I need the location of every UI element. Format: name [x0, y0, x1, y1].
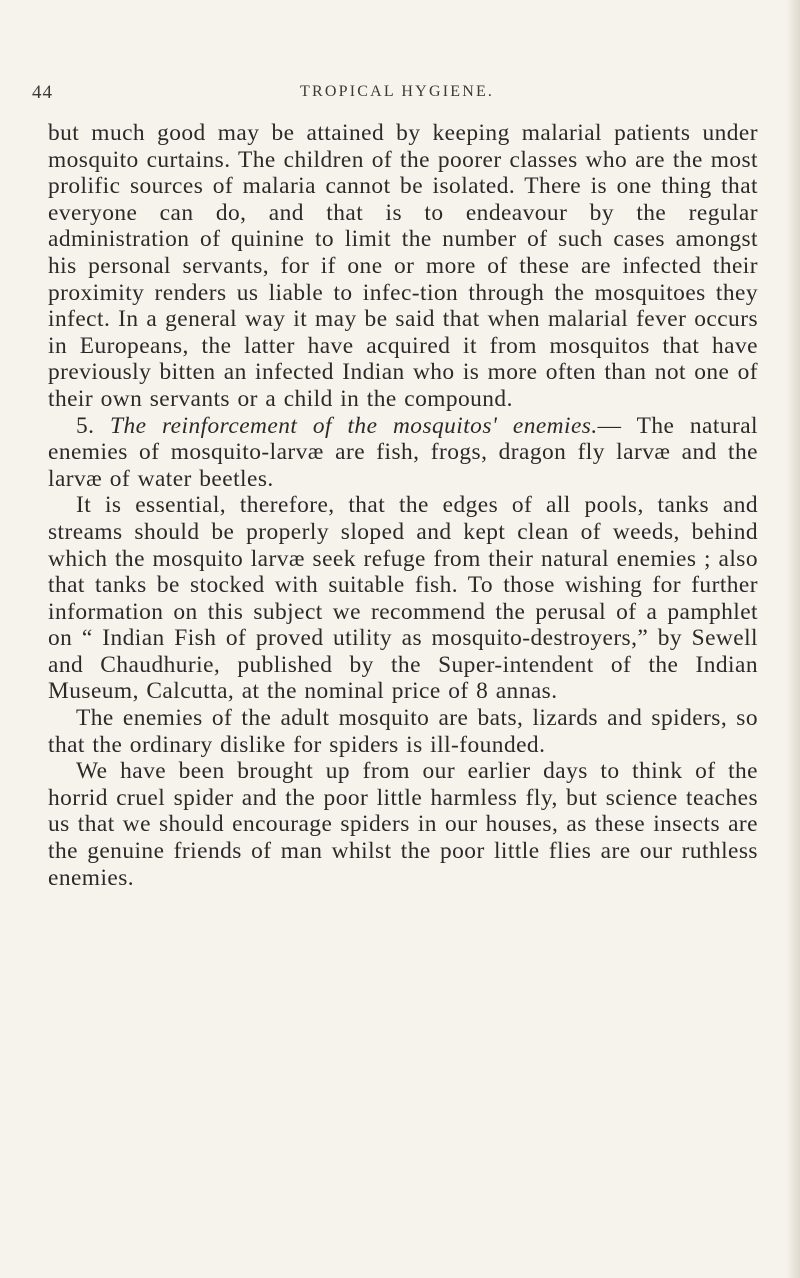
page-edge-shadow [786, 0, 800, 1278]
paragraph-5: We have been brought up from our earlier days to think of the horrid cruel spider and the poor little harmless fly, but science teaches us that we should encourage spiders in our houses, as these insects are the genuine friends of man whilst the poor little flies are our ruthless enemies. [48, 758, 758, 891]
section-number: 5. [76, 412, 95, 439]
running-head: TROPICAL HYGIENE. [300, 83, 495, 100]
paragraph-1: but much good may be attained by keeping malarial patients under mosquito curtains. The children of the poorer classes who are the most prolific sources of malaria cannot be isolated. There is one thing that everyone can do, and that is to endeavour by the regular administration of quinine to limit the number of such cases amongst his personal servants, for if one or more of these are infected their proximity renders us liable to infec-tion through the mosquitoes they infect. In a general way it may be said that when malarial fever occurs in Europeans, the latter have acquired it from mosquitos that have previously bitten an infected Indian who is more often than not one of their own servants or a child in the compound. [48, 120, 758, 412]
page-header [0, 82, 800, 106]
section-heading: The reinforcement of the mosquitos' enemies. [110, 412, 598, 439]
paragraph-4: The enemies of the adult mosquito are bats, lizards and spiders, so that the ordinary dislike for spiders is ill-founded. [48, 705, 758, 758]
paragraph-3: It is essential, therefore, that the edges of all pools, tanks and streams should be properly sloped and kept clean of weeds, behind which the mosquito larvæ seek refuge from their natural enemies ; also that tanks be stocked with suitable fish. To those wishing for further information on this subject we recommend the perusal of a pamphlet on “ Indian Fish of proved utility as mosquito-destroyers,” by Sewell and Chaudhurie, published by the Super-intendent of the Indian Museum, Calcutta, at the nominal price of 8 annas. [48, 492, 758, 705]
page-number: 44 [32, 82, 53, 103]
paragraph-2-text: — The natural enemies of mosquito-larvæ are fish, frogs, dragon fly larvæ and the larvæ of water beetles. [48, 412, 758, 492]
paragraph-2 [48, 413, 758, 493]
body-text [48, 120, 758, 891]
